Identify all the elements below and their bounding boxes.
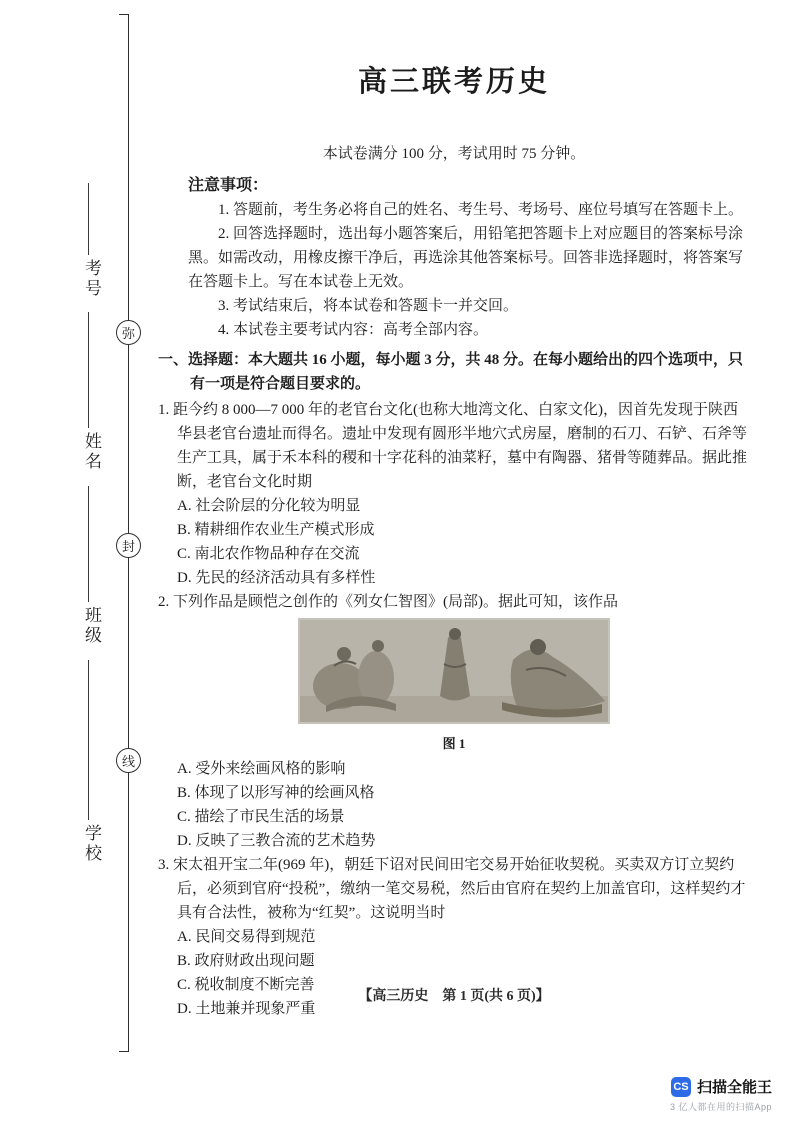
figure-1-caption: 图 1 xyxy=(442,736,466,751)
question-1-option-a: A. 社会阶层的分化较为明显 xyxy=(177,498,361,514)
figure-1-painting-image xyxy=(298,618,610,724)
question-2-stem: 2. 下列作品是顾恺之创作的《列女仁智图》(局部)。据此可知，该作品 xyxy=(158,594,618,610)
field-underline xyxy=(88,183,89,255)
exam-info: 本试卷满分 100 分，考试用时 75 分钟。 xyxy=(322,146,586,162)
seal-char-text: 封 xyxy=(121,539,135,554)
field-label-exam-number: 考号 xyxy=(82,259,101,299)
seal-line-tick-top xyxy=(119,14,129,15)
field-label-school: 学校 xyxy=(82,824,101,864)
notice-item-2: 2. 回答选择题时，选出每小题答案后，用铅笔把答题卡上对应题目的答案标号涂黑。如需改动，用橡皮擦干净后，再选涂其他答案标号。回答非选择题时，将答案写在答题卡上。写在本试卷上无效。 xyxy=(188,226,744,290)
section-header: 一、选择题：本大题共 16 小题，每小题 3 分，共 48 分。在每小题给出的四个选项中，只有一项是符合题目要求的。 xyxy=(158,352,744,392)
notice-title: 注意事项： xyxy=(188,177,269,194)
question-1 xyxy=(158,398,750,590)
painting-image-svg xyxy=(298,618,610,724)
seal-char-mi xyxy=(116,320,141,345)
camscanner-logo-icon: CS xyxy=(671,1077,691,1097)
page-title: 高三联考历史 xyxy=(357,66,550,98)
question-2 xyxy=(158,590,750,853)
question-3-stem: 3. 宋太祖开宝二年(969 年)，朝廷下诏对民间田宅交易开始征收契税。买卖双方订立契约后，必须到官府“投税”，缴纳一笔交易税，然后由官府在契约上加盖官印，这样契约才具有合法性，被称为“红契”。这说明当时 xyxy=(158,857,746,921)
question-3-option-c: C. 税收制度不断完善 xyxy=(177,977,315,993)
exam-content xyxy=(158,66,750,1021)
question-1-option-d: D. 先民的经济活动具有多样性 xyxy=(177,570,376,586)
question-2-option-a: A. 受外来绘画风格的影响 xyxy=(177,761,346,777)
notice-item-1: 1. 答题前，考生务必将自己的姓名、考生号、考场号、座位号填写在答题卡上。 xyxy=(218,202,744,218)
seal-line-tick-bottom xyxy=(119,1051,129,1052)
question-3-option-b: B. 政府财政出现问题 xyxy=(177,953,315,969)
question-1-option-c: C. 南北农作物品种存在交流 xyxy=(177,546,360,562)
question-1-option-b: B. 精耕细作农业生产模式形成 xyxy=(177,522,375,538)
field-underline xyxy=(88,486,89,602)
field-label-name: 姓名 xyxy=(82,432,101,472)
page-footer: 【高三历史 第 1 页(共 6 页)】 xyxy=(358,989,550,1004)
field-underline xyxy=(88,660,89,820)
question-2-option-d: D. 反映了三教合流的艺术趋势 xyxy=(177,833,376,849)
watermark-brand: 扫描全能王 xyxy=(696,1079,772,1096)
seal-char-text: 弥 xyxy=(121,326,135,341)
notice-item-4: 4. 本试卷主要考试内容：高考全部内容。 xyxy=(218,322,489,338)
question-3-option-a: A. 民间交易得到规范 xyxy=(177,929,316,945)
notice-block xyxy=(188,174,750,342)
scanner-watermark xyxy=(670,1076,772,1113)
seal-char-feng xyxy=(116,533,141,558)
question-1-stem: 1. 距今约 8 000—7 000 年的老官台文化(也称大地湾文化、白家文化)，因首先发现于陕西华县老官台遗址而得名。遗址中发现有圆形半地穴式房屋，磨制的石刀、石铲、石斧等生产工具，属于禾本科的稷和十字花科的油菜籽，墓中有陶器、猪骨等随葬品。据此推断，老官台文化时期 xyxy=(158,402,748,490)
seal-char-text: 线 xyxy=(121,754,135,769)
question-3-option-d: D. 土地兼并现象严重 xyxy=(177,1001,316,1017)
figure-1 xyxy=(158,618,750,753)
seal-char-xian xyxy=(116,748,141,773)
field-underline xyxy=(88,312,89,428)
watermark-brand-row xyxy=(670,1076,772,1097)
notice-item-3: 3. 考试结束后，将本试卷和答题卡一并交回。 xyxy=(218,298,519,314)
watermark-tagline: 3 亿人都在用的扫描App xyxy=(669,1102,772,1112)
question-2-option-b: B. 体现了以形写神的绘画风格 xyxy=(177,785,375,801)
question-2-option-c: C. 描绘了市民生活的场景 xyxy=(177,809,345,825)
field-label-class: 班级 xyxy=(82,606,101,646)
